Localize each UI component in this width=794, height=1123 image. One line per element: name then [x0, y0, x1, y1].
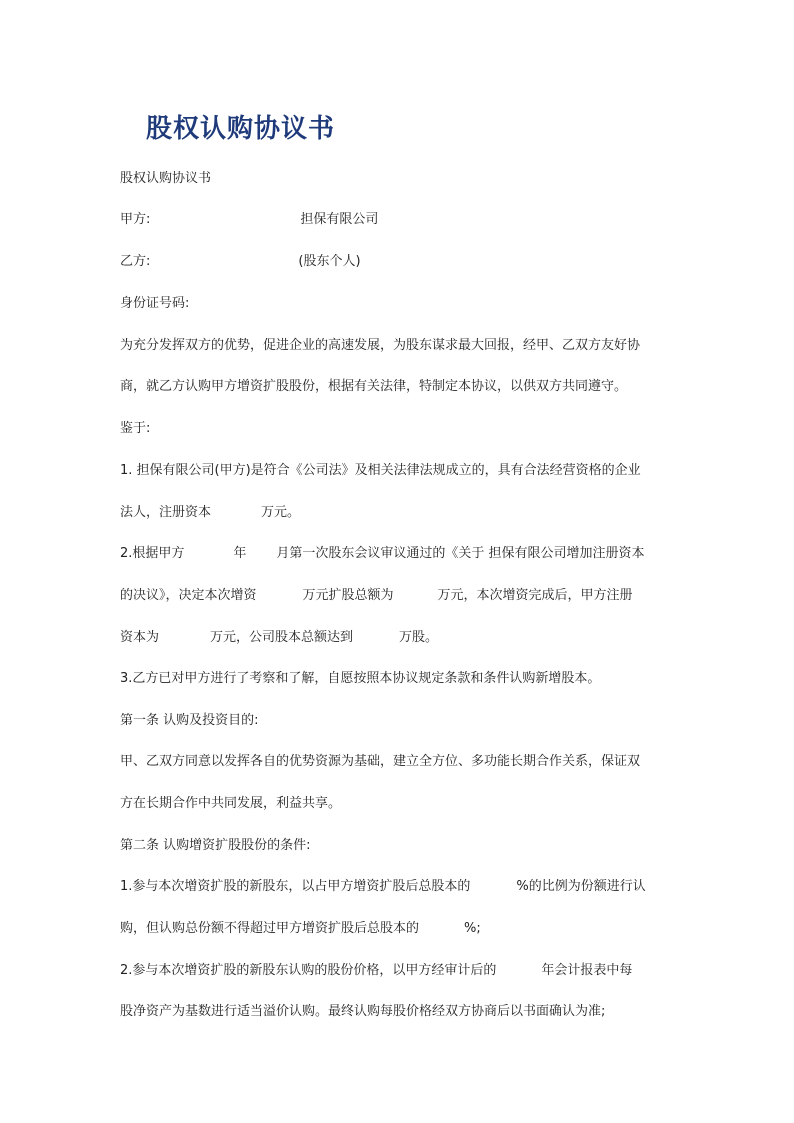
article-2-item-1-part-a: 1.参与本次增资扩股的新股东，以占甲方增资扩股后总股本的 [120, 879, 471, 894]
article-1-line-2: 方在长期合作中共同发展，利益共享。 [120, 796, 342, 811]
intro-line-1: 为充分发挥双方的优势，促进企业的高速发展，为股东谋求最大回报，经甲、乙双方友好协 [120, 338, 641, 353]
article-1-title: 第一条 认购及投资目的: [120, 713, 259, 728]
article-2-item-1-line-2 [120, 920, 481, 938]
item-2-line-3 [120, 629, 438, 647]
item-2-part-d: 的决议》，决定本次增资 [120, 588, 257, 603]
item-1-part-a: 法人，注册资本 [120, 505, 212, 520]
article-1-line-1: 甲、乙双方同意以发挥各自的优势资源为基础，建立全方位、多功能长期合作关系，保证双 [120, 754, 641, 769]
item-2-line-1 [120, 545, 645, 563]
party-b-value: (股东个人) [298, 254, 361, 269]
item-2-part-h: 万元，公司股本总额达到 [210, 630, 354, 645]
article-2-title: 第二条 认购增资扩股股份的条件: [120, 838, 311, 853]
item-2-part-a: 2.根据甲方 [120, 546, 185, 561]
party-b-label: 乙方: [120, 254, 151, 269]
article-2-item-1-line-1 [120, 878, 646, 896]
article-2-item-1-part-c: 购，但认购总份额不得超过甲方增资扩股后总股本的 [120, 921, 420, 936]
item-2-part-f: 万元，本次增资完成后，甲方注册 [437, 588, 633, 603]
party-a-value: 担保有限公司 [300, 212, 379, 227]
document-subtitle: 股权认购协议书 [120, 171, 212, 186]
item-2-part-c: 月第一次股东会议审议通过的《关于 担保有限公司增加注册资本 [276, 546, 645, 561]
item-1-part-b: 万元。 [261, 505, 301, 520]
article-2-item-2-line-1 [120, 962, 632, 980]
article-2-item-2-part-b: 年会计报表中每 [541, 963, 633, 978]
party-b-line [120, 253, 361, 271]
item-2-part-b: 年 [233, 546, 247, 561]
item-1-line-2 [120, 504, 300, 522]
article-2-item-2-line-2: 股净资产为基数进行适当溢价认购。最终认购每股价格经双方协商后以书面确认为准; [120, 1004, 606, 1019]
article-2-item-1-part-d: %; [464, 921, 481, 936]
article-2-item-2-part-a: 2.参与本次增资扩股的新股东认购的股份价格，以甲方经审计后的 [120, 963, 497, 978]
party-a-label: 甲方: [120, 212, 151, 227]
item-2-part-e: 万元扩股总额为 [302, 588, 394, 603]
item-2-part-g: 资本为 [120, 630, 160, 645]
item-2-part-i: 万股。 [399, 630, 439, 645]
item-2-line-2 [120, 587, 633, 605]
id-number-label: 身份证号码: [120, 296, 190, 311]
item-1-line-1: 1. 担保有限公司(甲方)是符合《公司法》及相关法律法规成立的，具有合法经营资格的企业 [120, 463, 641, 478]
article-2-item-1-part-b: %的比例为份额进行认 [516, 879, 646, 894]
intro-line-2: 商，就乙方认购甲方增资扩股股份，根据有关法律，特制定本协议，以供双方共同遵守。 [120, 379, 628, 394]
party-a-line [120, 211, 378, 229]
item-3: 3.乙方已对甲方进行了考察和了解，自愿按照本协议规定条款和条件认购新增股本。 [120, 671, 601, 686]
document-title: 股权认购协议书 [146, 114, 336, 144]
whereas-label: 鉴于: [120, 421, 151, 436]
